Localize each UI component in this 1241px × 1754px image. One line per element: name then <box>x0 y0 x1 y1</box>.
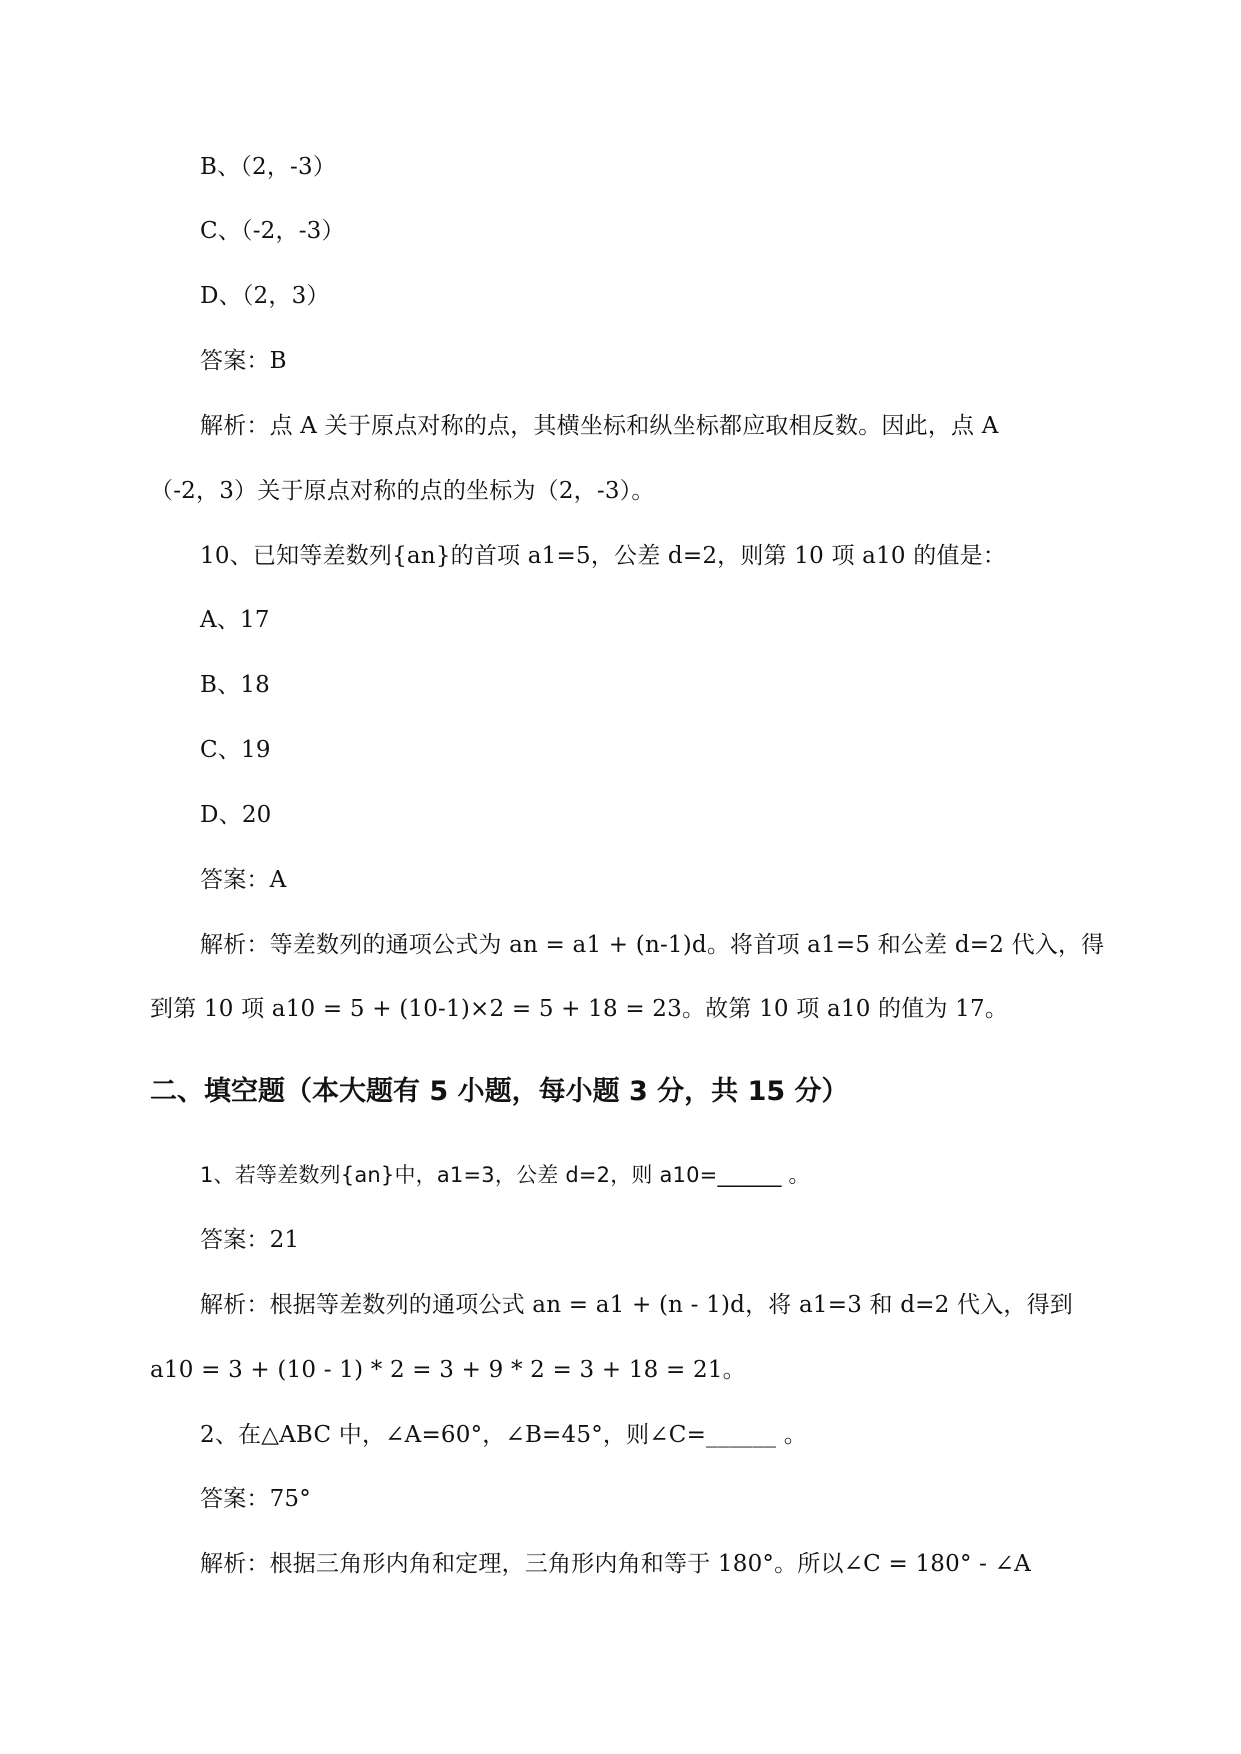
q10-analysis-line-1: 解析：等差数列的通项公式为 an = a1 + (n-1)d。将首项 a1=5 和公差 d=2 代入，得 <box>200 932 1105 958</box>
q10-option-b: B、18 <box>200 672 270 698</box>
q9-option-c: C、（-2，-3） <box>200 218 345 244</box>
q10-option-c: C、19 <box>200 737 271 763</box>
q10-answer: 答案：A <box>200 867 287 893</box>
fill1-analysis-line-1: 解析：根据等差数列的通项公式 an = a1 + (n - 1)d，将 a1=3 和 d=2 代入，得到 <box>200 1292 1074 1318</box>
fill1-question: 1、若等差数列{an}中，a1=3，公差 d=2，则 a10=______ 。 <box>200 1163 810 1187</box>
q9-analysis-line-2: （-2，3）关于原点对称的点的坐标为（2，-3）。 <box>150 478 655 504</box>
q10-option-a: A、17 <box>200 607 270 633</box>
fill2-question: 2、在△ABC 中，∠A=60°，∠B=45°，则∠C=______ 。 <box>200 1422 807 1448</box>
q10-option-d: D、20 <box>200 802 272 828</box>
q9-analysis-line-1: 解析：点 A 关于原点对称的点，其横坐标和纵坐标都应取相反数。因此，点 A <box>200 413 999 439</box>
fill2-analysis-line-1: 解析：根据三角形内角和定理，三角形内角和等于 180°。所以∠C = 180° - ∠A <box>200 1551 1031 1577</box>
q10-analysis-line-2: 到第 10 项 a10 = 5 + (10-1)×2 = 5 + 18 = 23。故第 10 项 a10 的值为 17。 <box>150 996 1009 1022</box>
fill2-answer: 答案：75° <box>200 1486 311 1512</box>
section-2-heading: 二、填空题（本大题有 5 小题，每小题 3 分，共 15 分） <box>150 1076 849 1107</box>
q9-option-b: B、（2，-3） <box>200 154 337 180</box>
q9-answer: 答案：B <box>200 348 287 374</box>
q10-question: 10、已知等差数列{an}的首项 a1=5，公差 d=2，则第 10 项 a10 的值是： <box>200 543 1007 569</box>
fill1-answer: 答案：21 <box>200 1227 300 1253</box>
q9-option-d: D、（2，3） <box>200 283 330 309</box>
fill1-analysis-line-2: a10 = 3 + (10 - 1) * 2 = 3 + 9 * 2 = 3 + 18 = 21。 <box>150 1357 746 1383</box>
